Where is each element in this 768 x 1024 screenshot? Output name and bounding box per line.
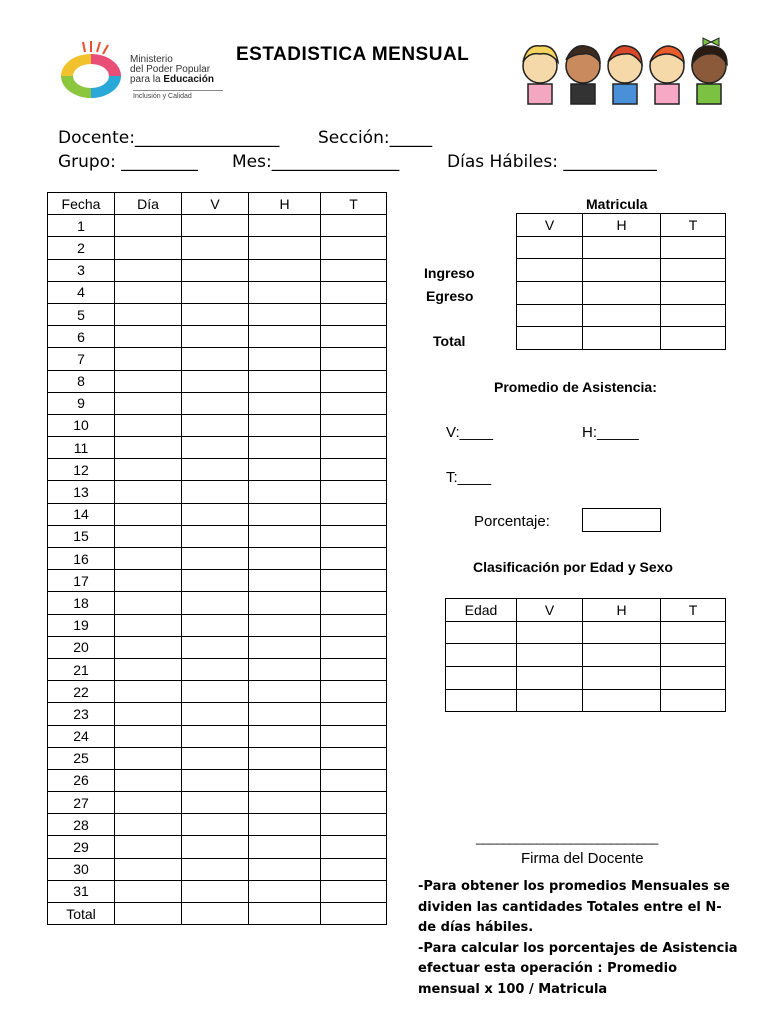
table-row bbox=[48, 858, 387, 880]
attendance-cell[interactable] bbox=[249, 326, 321, 348]
header-dia: Día bbox=[115, 193, 182, 215]
matricula-cell[interactable] bbox=[517, 259, 583, 282]
table-row bbox=[48, 703, 387, 725]
fecha-cell: 7 bbox=[48, 348, 115, 370]
attendance-cell[interactable] bbox=[182, 769, 249, 791]
table-row bbox=[48, 658, 387, 680]
attendance-cell[interactable] bbox=[249, 658, 321, 680]
clasificacion-cell[interactable] bbox=[446, 667, 517, 690]
clasificacion-cell[interactable] bbox=[583, 644, 661, 667]
promedio-v-field[interactable]: V:____ bbox=[446, 424, 493, 441]
table-row bbox=[48, 725, 387, 747]
logo-text bbox=[130, 55, 214, 85]
attendance-cell[interactable] bbox=[249, 437, 321, 459]
fecha-cell: 18 bbox=[48, 592, 115, 614]
matricula-header-t: T bbox=[661, 214, 726, 237]
attendance-cell[interactable] bbox=[321, 259, 387, 281]
attendance-cell[interactable] bbox=[249, 259, 321, 281]
attendance-cell[interactable] bbox=[115, 880, 182, 902]
clasificacion-header-edad: Edad bbox=[446, 599, 517, 622]
clasificacion-cell[interactable] bbox=[446, 644, 517, 667]
attendance-cell[interactable] bbox=[182, 392, 249, 414]
attendance-cell[interactable] bbox=[182, 814, 249, 836]
clasificacion-cell[interactable] bbox=[583, 621, 661, 644]
ingreso-label: Ingreso bbox=[424, 265, 475, 281]
logo-line-2: del Poder Popular bbox=[130, 64, 211, 75]
attendance-cell[interactable] bbox=[115, 681, 182, 703]
attendance-cell[interactable] bbox=[182, 548, 249, 570]
clasificacion-row bbox=[446, 689, 726, 712]
fecha-cell: 23 bbox=[48, 703, 115, 725]
attendance-cell[interactable] bbox=[182, 215, 249, 237]
attendance-cell[interactable] bbox=[321, 725, 387, 747]
attendance-cell[interactable] bbox=[249, 703, 321, 725]
table-row bbox=[48, 237, 387, 259]
header-h: H bbox=[249, 193, 321, 215]
attendance-cell[interactable] bbox=[115, 658, 182, 680]
header-v: V bbox=[182, 193, 249, 215]
attendance-cell[interactable] bbox=[249, 548, 321, 570]
matricula-cell[interactable] bbox=[583, 327, 661, 350]
logo-line-3-prefix: para la bbox=[130, 74, 164, 85]
attendance-cell[interactable] bbox=[115, 281, 182, 303]
attendance-cell[interactable] bbox=[321, 836, 387, 858]
attendance-cell[interactable] bbox=[321, 903, 387, 925]
attendance-cell[interactable] bbox=[182, 459, 249, 481]
attendance-cell[interactable] bbox=[182, 237, 249, 259]
attendance-cell[interactable] bbox=[182, 326, 249, 348]
matricula-cell[interactable] bbox=[661, 327, 726, 350]
table-row bbox=[48, 481, 387, 503]
fecha-cell: 8 bbox=[48, 370, 115, 392]
matricula-row bbox=[517, 304, 726, 327]
attendance-cell[interactable] bbox=[321, 437, 387, 459]
attendance-cell[interactable] bbox=[182, 747, 249, 769]
attendance-cell[interactable] bbox=[182, 259, 249, 281]
attendance-cell[interactable] bbox=[249, 414, 321, 436]
fecha-cell: 29 bbox=[48, 836, 115, 858]
attendance-cell[interactable] bbox=[249, 814, 321, 836]
attendance-cell[interactable] bbox=[249, 392, 321, 414]
table-row bbox=[48, 792, 387, 814]
attendance-cell[interactable] bbox=[115, 725, 182, 747]
attendance-cell[interactable] bbox=[182, 503, 249, 525]
table-row bbox=[48, 459, 387, 481]
attendance-cell[interactable] bbox=[321, 681, 387, 703]
attendance-cell[interactable] bbox=[182, 437, 249, 459]
attendance-cell[interactable] bbox=[249, 481, 321, 503]
attendance-cell[interactable] bbox=[249, 303, 321, 325]
table-row bbox=[48, 303, 387, 325]
attendance-cell[interactable] bbox=[321, 237, 387, 259]
table-row bbox=[48, 414, 387, 436]
attendance-cell[interactable] bbox=[182, 370, 249, 392]
porcentaje-label: Porcentaje: bbox=[474, 513, 550, 530]
attendance-cell[interactable] bbox=[321, 303, 387, 325]
attendance-cell[interactable] bbox=[321, 481, 387, 503]
matricula-cell[interactable] bbox=[661, 236, 726, 259]
attendance-cell[interactable] bbox=[115, 370, 182, 392]
fecha-cell: 22 bbox=[48, 681, 115, 703]
attendance-cell[interactable] bbox=[321, 348, 387, 370]
fecha-cell: 24 bbox=[48, 725, 115, 747]
attendance-cell[interactable] bbox=[115, 548, 182, 570]
firma-line[interactable]: ___________________________ bbox=[476, 830, 658, 845]
attendance-cell[interactable] bbox=[115, 814, 182, 836]
attendance-cell[interactable] bbox=[115, 259, 182, 281]
clasificacion-cell[interactable] bbox=[583, 689, 661, 712]
matricula-cell[interactable] bbox=[661, 282, 726, 305]
attendance-cell[interactable] bbox=[182, 792, 249, 814]
attendance-cell[interactable] bbox=[249, 769, 321, 791]
attendance-cell[interactable] bbox=[182, 903, 249, 925]
attendance-cell[interactable] bbox=[115, 237, 182, 259]
total-label: Total bbox=[433, 333, 466, 349]
attendance-cell[interactable] bbox=[182, 614, 249, 636]
attendance-cell[interactable] bbox=[321, 747, 387, 769]
clasificacion-cell[interactable] bbox=[661, 689, 726, 712]
firma-label: Firma del Docente bbox=[521, 850, 644, 867]
fecha-cell: 14 bbox=[48, 503, 115, 525]
fecha-cell: 2 bbox=[48, 237, 115, 259]
attendance-cell[interactable] bbox=[182, 836, 249, 858]
attendance-cell[interactable] bbox=[249, 636, 321, 658]
clasificacion-header-t: T bbox=[661, 599, 726, 622]
clasificacion-cell[interactable] bbox=[583, 667, 661, 690]
matricula-header-h: H bbox=[583, 214, 661, 237]
clasificacion-header-v: V bbox=[517, 599, 583, 622]
logo-line-3 bbox=[130, 75, 214, 85]
fecha-cell: 16 bbox=[48, 548, 115, 570]
attendance-cell[interactable] bbox=[321, 414, 387, 436]
fecha-cell: 10 bbox=[48, 414, 115, 436]
table-row bbox=[48, 836, 387, 858]
attendance-cell[interactable] bbox=[249, 348, 321, 370]
attendance-cell[interactable] bbox=[321, 614, 387, 636]
matricula-cell[interactable] bbox=[517, 304, 583, 327]
attendance-cell[interactable] bbox=[115, 481, 182, 503]
table-row bbox=[48, 326, 387, 348]
clasificacion-title: Clasificación por Edad y Sexo bbox=[473, 559, 673, 575]
clasificacion-cell[interactable] bbox=[661, 667, 726, 690]
clasificacion-cell[interactable] bbox=[517, 689, 583, 712]
matricula-cell[interactable] bbox=[517, 282, 583, 305]
attendance-cell[interactable] bbox=[115, 215, 182, 237]
attendance-cell[interactable] bbox=[115, 348, 182, 370]
matricula-row-ingreso bbox=[517, 259, 726, 282]
daily-attendance-body bbox=[48, 193, 387, 925]
attendance-cell[interactable] bbox=[115, 836, 182, 858]
attendance-cell[interactable] bbox=[249, 525, 321, 547]
table-header-row bbox=[48, 193, 387, 215]
attendance-cell[interactable] bbox=[115, 414, 182, 436]
ministry-logo bbox=[55, 40, 235, 106]
matricula-cell[interactable] bbox=[583, 304, 661, 327]
attendance-cell[interactable] bbox=[321, 503, 387, 525]
promedio-t-field[interactable]: T:____ bbox=[446, 469, 492, 486]
daily-attendance-table bbox=[47, 192, 387, 925]
clasificacion-header-h: H bbox=[583, 599, 661, 622]
matricula-cell[interactable] bbox=[517, 236, 583, 259]
attendance-cell[interactable] bbox=[182, 725, 249, 747]
fecha-cell: 30 bbox=[48, 858, 115, 880]
attendance-cell[interactable] bbox=[115, 570, 182, 592]
attendance-cell[interactable] bbox=[182, 658, 249, 680]
attendance-cell[interactable] bbox=[249, 880, 321, 902]
matricula-title: Matricula bbox=[586, 196, 648, 212]
attendance-cell[interactable] bbox=[115, 503, 182, 525]
attendance-cell[interactable] bbox=[321, 769, 387, 791]
attendance-cell[interactable] bbox=[321, 459, 387, 481]
attendance-cell[interactable] bbox=[115, 592, 182, 614]
attendance-cell[interactable] bbox=[182, 525, 249, 547]
attendance-cell[interactable] bbox=[115, 459, 182, 481]
docente-field[interactable]: Docente:_________________ bbox=[58, 128, 280, 148]
attendance-cell[interactable] bbox=[249, 836, 321, 858]
attendance-cell[interactable] bbox=[321, 792, 387, 814]
fecha-cell: 15 bbox=[48, 525, 115, 547]
attendance-cell[interactable] bbox=[115, 392, 182, 414]
dias-habiles-field[interactable]: Días Hábiles: ___________ bbox=[447, 152, 657, 172]
table-row bbox=[48, 880, 387, 902]
attendance-cell[interactable] bbox=[115, 326, 182, 348]
fecha-cell: 11 bbox=[48, 437, 115, 459]
logo-line-1: Ministerio bbox=[130, 54, 173, 65]
attendance-cell[interactable] bbox=[182, 281, 249, 303]
attendance-cell[interactable] bbox=[321, 370, 387, 392]
attendance-cell[interactable] bbox=[321, 215, 387, 237]
promedio-h-field[interactable]: H:_____ bbox=[582, 424, 639, 441]
matricula-table bbox=[516, 213, 726, 350]
attendance-cell[interactable] bbox=[249, 747, 321, 769]
fecha-cell: 4 bbox=[48, 281, 115, 303]
fecha-cell: 28 bbox=[48, 814, 115, 836]
seccion-field[interactable]: Sección:_____ bbox=[318, 128, 433, 148]
table-row bbox=[48, 281, 387, 303]
attendance-cell[interactable] bbox=[182, 636, 249, 658]
attendance-cell[interactable] bbox=[321, 703, 387, 725]
fecha-cell: 26 bbox=[48, 769, 115, 791]
fecha-cell: 13 bbox=[48, 481, 115, 503]
attendance-cell[interactable] bbox=[115, 525, 182, 547]
attendance-cell[interactable] bbox=[249, 592, 321, 614]
table-row bbox=[48, 903, 387, 925]
attendance-cell[interactable] bbox=[321, 880, 387, 902]
attendance-cell[interactable] bbox=[321, 570, 387, 592]
attendance-cell[interactable] bbox=[115, 769, 182, 791]
attendance-cell[interactable] bbox=[321, 858, 387, 880]
fecha-cell: 25 bbox=[48, 747, 115, 769]
fecha-cell: 17 bbox=[48, 570, 115, 592]
table-row bbox=[48, 548, 387, 570]
matricula-cell[interactable] bbox=[661, 304, 726, 327]
fecha-cell: Total bbox=[48, 903, 115, 925]
attendance-cell[interactable] bbox=[321, 326, 387, 348]
fecha-cell: 5 bbox=[48, 303, 115, 325]
attendance-cell[interactable] bbox=[249, 858, 321, 880]
attendance-cell[interactable] bbox=[249, 459, 321, 481]
attendance-cell[interactable] bbox=[115, 903, 182, 925]
matricula-row-egreso bbox=[517, 282, 726, 305]
kids-illustration-icon bbox=[515, 36, 735, 108]
egreso-label: Egreso bbox=[426, 288, 474, 304]
mes-field[interactable]: Mes:_______________ bbox=[232, 152, 400, 172]
matricula-header-row bbox=[517, 214, 726, 237]
table-row bbox=[48, 392, 387, 414]
attendance-cell[interactable] bbox=[249, 725, 321, 747]
clasificacion-cell[interactable] bbox=[446, 621, 517, 644]
fecha-cell: 3 bbox=[48, 259, 115, 281]
fecha-cell: 6 bbox=[48, 326, 115, 348]
clasificacion-cell[interactable] bbox=[446, 689, 517, 712]
attendance-cell[interactable] bbox=[115, 437, 182, 459]
matricula-cell[interactable] bbox=[517, 327, 583, 350]
clasificacion-row bbox=[446, 644, 726, 667]
attendance-cell[interactable] bbox=[321, 548, 387, 570]
logo-tagline: Inclusión y Calidad bbox=[133, 90, 223, 100]
attendance-cell[interactable] bbox=[115, 636, 182, 658]
attendance-cell[interactable] bbox=[115, 703, 182, 725]
table-row bbox=[48, 636, 387, 658]
attendance-cell[interactable] bbox=[182, 880, 249, 902]
attendance-cell[interactable] bbox=[182, 703, 249, 725]
table-row bbox=[48, 370, 387, 392]
attendance-cell[interactable] bbox=[115, 747, 182, 769]
attendance-cell[interactable] bbox=[182, 592, 249, 614]
attendance-cell[interactable] bbox=[321, 592, 387, 614]
matricula-cell[interactable] bbox=[583, 259, 661, 282]
fecha-cell: 21 bbox=[48, 658, 115, 680]
attendance-cell[interactable] bbox=[249, 681, 321, 703]
table-row bbox=[48, 769, 387, 791]
attendance-cell[interactable] bbox=[182, 858, 249, 880]
attendance-cell[interactable] bbox=[115, 792, 182, 814]
matricula-row-total bbox=[517, 327, 726, 350]
clasificacion-cell[interactable] bbox=[661, 621, 726, 644]
attendance-cell[interactable] bbox=[249, 570, 321, 592]
promedio-title: Promedio de Asistencia: bbox=[494, 379, 657, 395]
matricula-header-v: V bbox=[517, 214, 583, 237]
table-row bbox=[48, 215, 387, 237]
attendance-cell[interactable] bbox=[182, 303, 249, 325]
logo-ring-icon bbox=[55, 40, 127, 106]
fecha-cell: 19 bbox=[48, 614, 115, 636]
clasificacion-cell[interactable] bbox=[517, 621, 583, 644]
table-row bbox=[48, 348, 387, 370]
fecha-cell: 12 bbox=[48, 459, 115, 481]
clasificacion-row bbox=[446, 667, 726, 690]
attendance-cell[interactable] bbox=[249, 237, 321, 259]
clasificacion-cell[interactable] bbox=[661, 644, 726, 667]
matricula-cell[interactable] bbox=[583, 282, 661, 305]
page-title: ESTADISTICA MENSUAL bbox=[236, 44, 470, 65]
attendance-cell[interactable] bbox=[182, 570, 249, 592]
matricula-row bbox=[517, 236, 726, 259]
attendance-cell[interactable] bbox=[182, 348, 249, 370]
table-row bbox=[48, 525, 387, 547]
kids-illustration bbox=[515, 36, 735, 108]
clasificacion-table bbox=[445, 598, 726, 712]
attendance-cell[interactable] bbox=[249, 614, 321, 636]
grupo-field[interactable]: Grupo: _________ bbox=[58, 152, 198, 172]
header-t: T bbox=[321, 193, 387, 215]
table-row bbox=[48, 681, 387, 703]
fecha-cell: 31 bbox=[48, 880, 115, 902]
attendance-cell[interactable] bbox=[249, 903, 321, 925]
note-promedios: -Para obtener los promedios Mensuales se dividen las cantidades Totales entre el N- de días hábiles. bbox=[418, 879, 730, 935]
attendance-cell[interactable] bbox=[249, 792, 321, 814]
table-row bbox=[48, 614, 387, 636]
instructions-notes bbox=[418, 877, 738, 1000]
clasificacion-header-row bbox=[446, 599, 726, 622]
attendance-cell[interactable] bbox=[182, 481, 249, 503]
table-row bbox=[48, 259, 387, 281]
fecha-cell: 1 bbox=[48, 215, 115, 237]
fecha-cell: 9 bbox=[48, 392, 115, 414]
matricula-cell[interactable] bbox=[661, 259, 726, 282]
attendance-cell[interactable] bbox=[182, 681, 249, 703]
attendance-cell[interactable] bbox=[321, 658, 387, 680]
attendance-cell[interactable] bbox=[249, 503, 321, 525]
fecha-cell: 27 bbox=[48, 792, 115, 814]
clasificacion-cell[interactable] bbox=[517, 644, 583, 667]
attendance-cell[interactable] bbox=[182, 414, 249, 436]
attendance-cell[interactable] bbox=[321, 281, 387, 303]
note-porcentajes: -Para calcular los porcentajes de Asistencia efectuar esta operación : Promedio mensual x 100 / Matricula bbox=[418, 940, 738, 997]
table-row bbox=[48, 503, 387, 525]
attendance-cell[interactable] bbox=[321, 525, 387, 547]
fecha-cell: 20 bbox=[48, 636, 115, 658]
attendance-cell[interactable] bbox=[249, 281, 321, 303]
table-row bbox=[48, 437, 387, 459]
attendance-cell[interactable] bbox=[115, 858, 182, 880]
clasificacion-cell[interactable] bbox=[517, 667, 583, 690]
attendance-cell[interactable] bbox=[249, 215, 321, 237]
table-row bbox=[48, 592, 387, 614]
attendance-cell[interactable] bbox=[321, 636, 387, 658]
table-row bbox=[48, 747, 387, 769]
header-fecha: Fecha bbox=[48, 193, 115, 215]
attendance-cell[interactable] bbox=[115, 303, 182, 325]
attendance-cell[interactable] bbox=[321, 814, 387, 836]
matricula-cell[interactable] bbox=[583, 236, 661, 259]
attendance-cell[interactable] bbox=[115, 614, 182, 636]
logo-line-3-bold: Educación bbox=[163, 74, 214, 85]
attendance-cell[interactable] bbox=[321, 392, 387, 414]
attendance-cell[interactable] bbox=[249, 370, 321, 392]
porcentaje-input[interactable] bbox=[582, 508, 661, 532]
table-row bbox=[48, 570, 387, 592]
clasificacion-row bbox=[446, 621, 726, 644]
table-row bbox=[48, 814, 387, 836]
